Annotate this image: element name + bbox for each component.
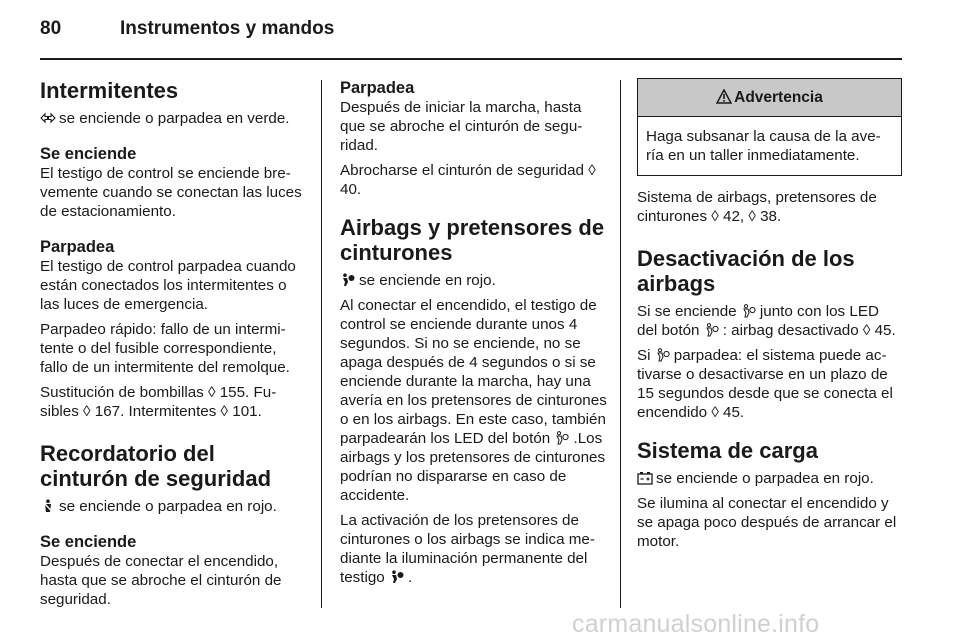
turn-signal-arrows-icon <box>40 111 56 125</box>
intermitentes-lead: se enciende o parpadea en verde. <box>40 109 308 128</box>
desactivacion-paragraph-2: Si parpadea: el sistema puede activarse o desactivarse en un plazo de 15 segundos desde que se conecta el encendido ◊ 45. <box>637 347 893 421</box>
subtitle-parpadea: Parpadea <box>40 238 115 256</box>
section-title-carga: Sistema de carga <box>637 438 818 463</box>
column-divider <box>321 80 322 608</box>
abrocharse-text: Abrocharse el cinturón de seguridad ◊ 40. <box>340 162 596 198</box>
airbag-icon <box>389 570 405 584</box>
section-title-recordatorio: Recordatorio del cinturón de seguridad <box>40 441 272 491</box>
column-3 <box>637 78 902 557</box>
warning-header: Advertencia <box>638 79 901 117</box>
watermark: carmanualsonline.info <box>572 610 820 638</box>
airbags-paragraph-1: Al conectar el encendido, el testigo de control se enciende durante unos 4 segundos. Si no se enciende, no se apaga después de 4 segundos o si se enciende durante la marcha, hay una avería en los pretensores de cinturones o en los airbags. En este caso, también parpadearán los LED del botón .Los airbags y los pretensores de cinturones podrían no dispararse en caso de accidente. <box>340 297 607 504</box>
battery-icon <box>637 471 653 485</box>
section-title-intermitentes: Intermitentes <box>40 78 179 103</box>
airbag-off-icon <box>655 348 671 362</box>
column-1 <box>40 78 308 615</box>
se-enciende-text-2: Después de conectar el encendido, hasta que se abroche el cinturón de seguridad. <box>40 553 282 608</box>
column-divider <box>620 80 621 608</box>
sustitucion-text: Sustitución de bombillas ◊ 155. Fusibles ◊ 167. Intermitentes ◊ 101. <box>40 384 277 420</box>
carga-lead: se enciende o parpadea en rojo. <box>637 469 902 488</box>
parpadea-text-2: Después de iniciar la marcha, hasta que se abroche el cinturón de seguridad. <box>340 99 583 154</box>
column-2 <box>340 78 608 593</box>
desactivacion-paragraph-1: Si se enciende junto con los LED del botón : airbag desactivado ◊ 45. <box>637 303 896 339</box>
airbag-off-icon <box>741 304 757 318</box>
recordatorio-lead: se enciende o parpadea en rojo. <box>40 497 308 516</box>
warning-box <box>637 78 902 176</box>
seatbelt-icon <box>40 499 56 513</box>
carga-text: Se ilumina al conectar el encendido y se apaga poco después de arrancar el motor. <box>637 495 897 550</box>
parpadeo-rapido-text: Parpadeo rápido: fallo de un intermitente o del fusible correspondiente, fallo de un intermitente del remolque. <box>40 321 290 376</box>
airbags-paragraph-2: La activación de los pretensores de cinturones o los airbags se indica mediante la iluminación permanente del testigo . <box>340 512 595 586</box>
subtitle-se-enciende-2: Se enciende <box>40 533 137 551</box>
section-title-desactivacion: Desactivación de los airbags <box>637 246 855 296</box>
subtitle-parpadea-2: Parpadea <box>340 79 415 97</box>
section-title-airbags: Airbags y pretensores de cinturones <box>340 215 605 265</box>
airbags-lead: se enciende en rojo. <box>340 271 608 290</box>
parpadea-text: El testigo de control parpadea cuando están conectados los intermitentes o las luces de emergencia. <box>40 258 296 313</box>
airbag-off-icon <box>704 323 720 337</box>
warning-triangle-icon <box>716 89 732 104</box>
sistema-airbags-text: Sistema de airbags, pretensores de cinturones ◊ 42, ◊ 38. <box>637 189 877 225</box>
header-rule <box>40 58 902 60</box>
subtitle-se-enciende: Se enciende <box>40 145 137 163</box>
warning-body: Haga subsanar la causa de la avería en un taller inmediatamente. <box>646 128 881 164</box>
se-enciende-text: El testigo de control se enciende brevemente cuando se conectan las luces de estacionamiento. <box>40 165 302 220</box>
page-title: Instrumentos y mandos <box>120 18 335 39</box>
airbag-off-icon <box>554 431 570 445</box>
airbag-icon <box>340 273 356 287</box>
page-number: 80 <box>40 18 62 39</box>
